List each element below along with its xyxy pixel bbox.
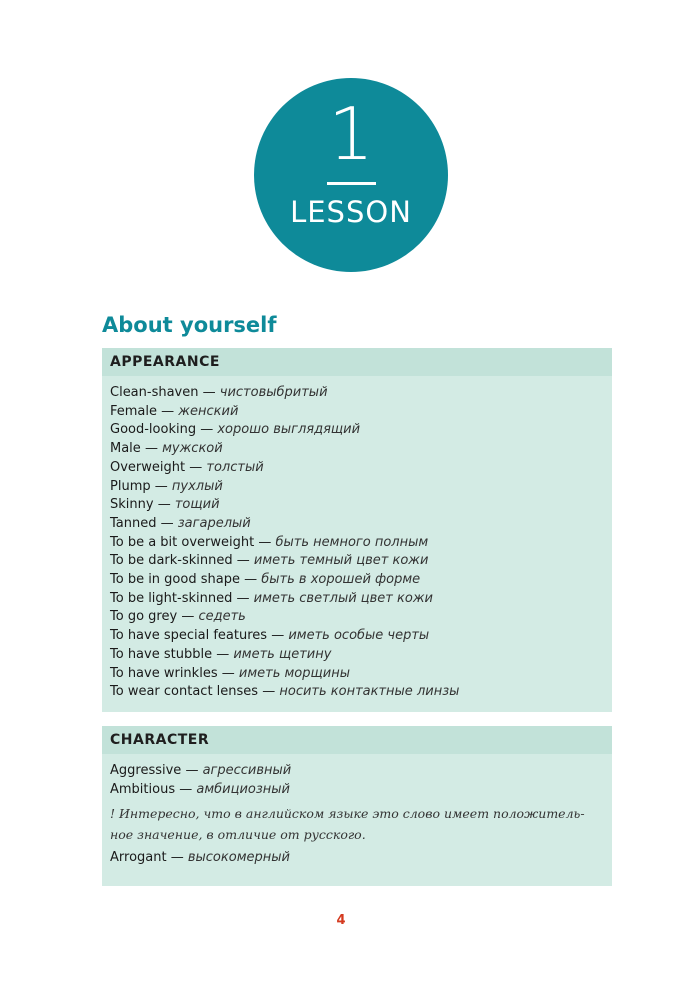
vocab-entry <box>110 608 612 627</box>
vocab-term: To have stubble <box>110 646 213 662</box>
vocab-entry <box>110 665 612 684</box>
lesson-divider <box>327 182 376 185</box>
lesson-number: 1 <box>328 92 374 176</box>
vocab-entry <box>110 478 612 497</box>
em-dash: — <box>258 534 272 550</box>
page-number: 4 <box>336 913 346 928</box>
vocab-term: To wear contact lenses <box>110 684 259 700</box>
vocab-entry <box>110 534 612 553</box>
vocab-term: Female <box>110 403 158 419</box>
vocab-entry <box>110 384 612 403</box>
vocab-entry <box>110 421 612 440</box>
em-dash: — <box>157 497 171 513</box>
vocab-entry <box>110 440 612 459</box>
vocab-entry <box>110 552 612 571</box>
em-dash: — <box>262 684 276 700</box>
vocab-translation: быть немного полным <box>275 534 429 550</box>
em-dash: — <box>200 422 214 438</box>
vocab-translation: тощий <box>174 497 220 513</box>
vocab-term: Clean-shaven <box>110 385 199 400</box>
vocab-translation: высокомерный <box>187 850 290 866</box>
character-box <box>102 726 612 886</box>
vocab-translation: загарелый <box>177 515 251 531</box>
vocab-translation: иметь щетину <box>233 646 332 662</box>
em-dash: — <box>181 609 195 625</box>
vocab-term: To have wrinkles <box>110 665 218 681</box>
vocab-translation: носить контактные линзы <box>279 684 460 700</box>
vocab-entry <box>110 496 612 515</box>
vocab-term: Tanned <box>110 515 157 531</box>
em-dash: — <box>236 590 250 606</box>
vocab-entry <box>110 762 612 781</box>
em-dash: — <box>189 459 203 475</box>
vocab-term: To go grey <box>110 609 178 625</box>
usage-note-line: ное значение, в отличие от русского. <box>110 827 366 843</box>
vocab-term: Skinny <box>110 497 154 513</box>
em-dash: — <box>144 441 158 457</box>
vocab-translation: чистовыбритый <box>219 385 328 400</box>
vocab-translation: иметь особые черты <box>288 628 430 644</box>
vocab-term: To be in good shape <box>110 572 240 588</box>
vocab-entry <box>110 646 612 665</box>
character-list <box>102 754 612 868</box>
usage-note <box>110 803 600 845</box>
em-dash: — <box>216 646 230 662</box>
em-dash: — <box>236 553 250 569</box>
usage-note-line: ! Интересно, что в английском языке это слово имеет положитель- <box>110 806 585 822</box>
em-dash: — <box>154 478 168 494</box>
vocab-entry <box>110 571 612 590</box>
vocab-entry <box>110 590 612 609</box>
vocab-term: Plump <box>110 478 151 494</box>
vocab-translation: амбициозный <box>196 781 291 797</box>
vocab-translation: агрессивный <box>202 763 292 778</box>
vocab-entry <box>110 781 612 800</box>
vocab-term: Good-looking <box>110 422 197 438</box>
em-dash: — <box>160 515 174 531</box>
vocab-translation: седеть <box>198 609 246 625</box>
vocab-term: Male <box>110 441 141 457</box>
em-dash: — <box>244 572 258 588</box>
vocab-term: Ambitious <box>110 781 176 797</box>
vocab-entry <box>110 403 612 422</box>
vocab-term: Arrogant <box>110 850 167 866</box>
vocab-translation: иметь темный цвет кожи <box>253 553 429 569</box>
lesson-badge <box>254 78 448 272</box>
vocab-term: To be light-skinned <box>110 590 233 606</box>
vocab-entry <box>110 627 612 646</box>
vocab-translation: пухлый <box>171 478 223 494</box>
vocab-entry <box>110 849 612 868</box>
vocab-term: To be dark-skinned <box>110 553 233 569</box>
appearance-box <box>102 348 612 712</box>
em-dash: — <box>179 781 193 797</box>
em-dash: — <box>185 763 199 778</box>
section-title: About yourself <box>102 313 277 337</box>
appearance-header: APPEARANCE <box>102 348 612 376</box>
character-header: CHARACTER <box>102 726 612 754</box>
vocab-translation: мужской <box>162 441 223 457</box>
em-dash: — <box>170 850 184 866</box>
appearance-list <box>102 376 612 702</box>
vocab-translation: иметь морщины <box>238 665 350 681</box>
vocab-translation: толстый <box>206 459 264 475</box>
em-dash: — <box>221 665 235 681</box>
vocab-term: To be a bit overweight <box>110 534 255 550</box>
vocab-entry <box>110 459 612 478</box>
vocab-term: To have special features <box>110 628 268 644</box>
em-dash: — <box>161 403 175 419</box>
vocab-entry <box>110 683 612 702</box>
em-dash: — <box>271 628 285 644</box>
vocab-translation: женский <box>178 403 239 419</box>
em-dash: — <box>202 385 216 400</box>
vocab-entry <box>110 515 612 534</box>
vocab-translation: иметь светлый цвет кожи <box>253 590 433 606</box>
lesson-label: LESSON <box>290 195 412 229</box>
vocab-translation: быть в хорошей форме <box>261 572 421 588</box>
vocab-term: Overweight <box>110 459 186 475</box>
vocab-translation: хорошо выглядящий <box>217 422 361 438</box>
vocab-term: Aggressive <box>110 763 182 778</box>
